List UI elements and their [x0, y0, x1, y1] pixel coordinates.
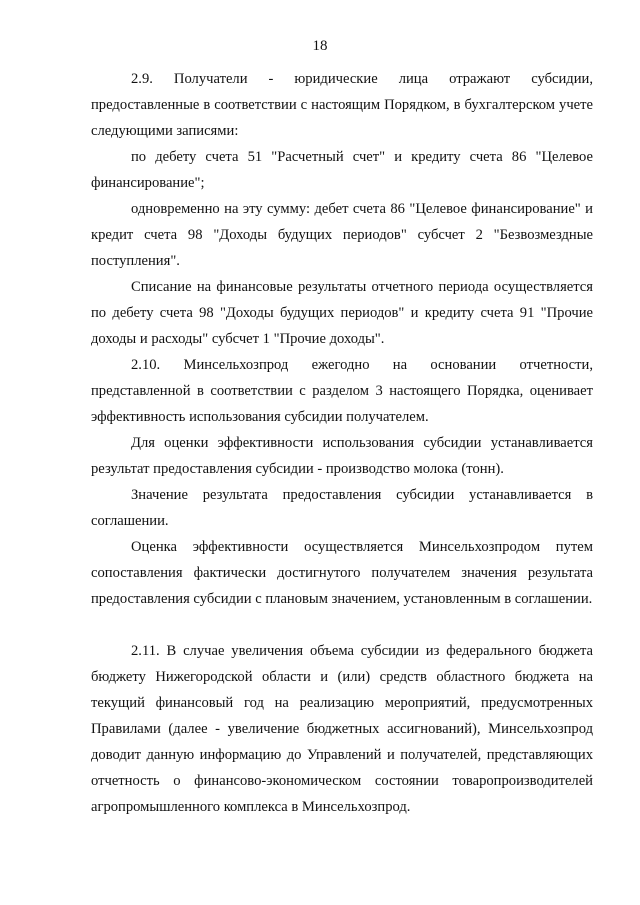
paragraph-result-value: Значение результата предоставления субсидии устанавливается в соглашении.	[91, 487, 593, 529]
paragraph-efficiency-assessment: Оценка эффективности осуществляется Минсельхозпродом путем сопоставления фактически достигнутого получателем значения результата предоставления субсидии с плановым значением, установленным в соглашении.	[91, 539, 593, 607]
paragraph-write-off: Списание на финансовые результаты отчетного периода осуществляется по дебету счета 98 "Доходы будущих периодов" и кредиту счета 91 "Прочие доходы и расходы" субсчет 1 "Прочие доходы".	[91, 279, 593, 347]
paragraph-2-10: 2.10. Минсельхозпрод ежегодно на основании отчетности, представленной в соответствии с разделом 3 настоящего Порядка, оценивает эффективность использования субсидии получателем.	[91, 357, 593, 425]
paragraph-efficiency-evaluation: Для оценки эффективности использования субсидии устанавливается результат предоставления субсидии - производство молока (тонн).	[91, 435, 593, 477]
page-number: 18	[312, 38, 328, 54]
paragraph-debit-51: по дебету счета 51 "Расчетный счет" и кредиту счета 86 "Целевое финансирование";	[91, 149, 593, 191]
paragraph-2-9: 2.9. Получатели - юридические лица отражают субсидии, предоставленные в соответствии с настоящим Порядком, в бухгалтерском учете следующими записями:	[91, 71, 593, 139]
paragraph-2-11: 2.11. В случае увеличения объема субсидии из федерального бюджета бюджету Нижегородской области и (или) средств областного бюджета на текущий финансовый год на реализацию мероприятий, предусмотренных Правилами (далее - увеличение бюджетных ассигнований), Минсельхозпрод доводит данную информацию до Управлений и получателей, представляющих отчетность о финансово-экономическом состоянии товаропроизводителей агропромышленного комплекса в Минсельхозпрод.	[91, 643, 593, 815]
paragraph-debit-86: одновременно на эту сумму: дебет счета 86 "Целевое финансирование" и кредит счета 98 "Доходы будущих периодов" субсчет 2 "Безвозмездные поступления".	[91, 201, 593, 269]
